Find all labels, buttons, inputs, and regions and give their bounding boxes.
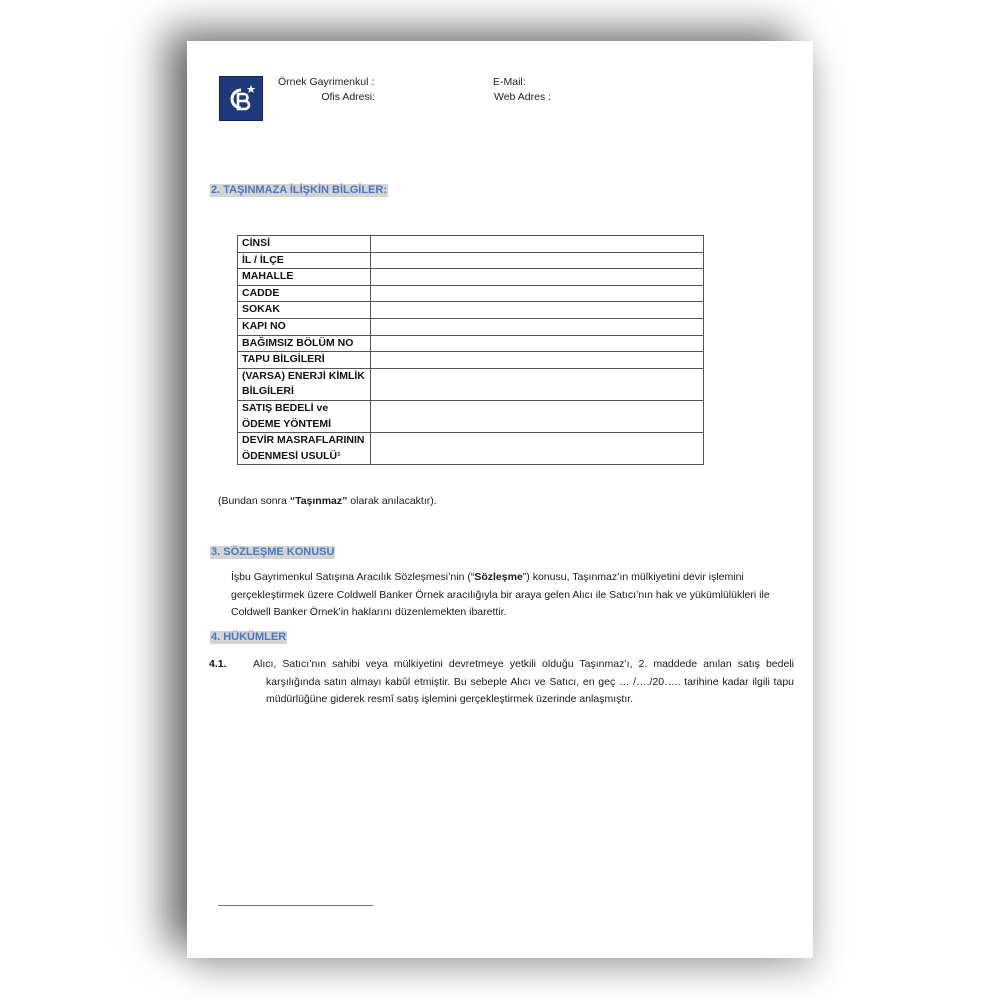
- office-address-label: Ofis Adresi:: [321, 91, 375, 103]
- property-info-table: [237, 235, 704, 465]
- table-row: [238, 236, 704, 253]
- row-label: TAPU BİLGİLERİ: [238, 352, 371, 369]
- row-value-field[interactable]: [370, 335, 703, 352]
- paragraph-text: ”) konusu, Taşınmaz’ın mülkiyetini devir işlemini gerçekleştirmek üzere Coldwell Banker Örnek aracılığıyla bir araya gelen Alıcı ile Satıcı’nın hak ve yükümlülükleri ile Coldwell Banker Örnek’in haklarını düzenlemekten ibarettir.: [231, 571, 770, 618]
- row-label: SOKAK: [238, 302, 371, 319]
- note-prefix: (Bundan sonra: [218, 495, 290, 507]
- table-row: [238, 269, 704, 286]
- row-label: CİNSİ: [238, 236, 371, 253]
- note-suffix: olarak anılacaktır).: [347, 495, 437, 507]
- row-label: CADDE: [238, 285, 371, 302]
- cb-logo-icon: [224, 82, 258, 116]
- table-row: [238, 400, 704, 432]
- section-3-paragraph: [231, 569, 786, 622]
- row-value-field[interactable]: [370, 400, 703, 432]
- paragraph-bold-term: Sözleşme: [474, 571, 523, 583]
- paragraph-text: İşbu Gayrimenkul Satışına Aracılık Sözleşmesi’nin (“: [231, 571, 475, 583]
- row-label: (VARSA) ENERJİ KİMLİK BİLGİLERİ: [238, 368, 371, 400]
- document-page: [187, 41, 813, 958]
- coldwell-banker-logo: [219, 76, 263, 121]
- row-label: KAPI NO: [238, 318, 371, 335]
- row-value-field[interactable]: [370, 269, 703, 286]
- property-definition-note: [218, 495, 437, 507]
- table-row: [238, 352, 704, 369]
- row-label: BAĞIMSIZ BÖLÜM NO: [238, 335, 371, 352]
- section-4-title: 4. HÜKÜMLER: [211, 631, 287, 643]
- table-row: [238, 433, 704, 465]
- footnote-separator: [218, 905, 373, 906]
- table-row: [238, 335, 704, 352]
- web-address-label: Web Adres :: [494, 91, 552, 103]
- note-bold-term: “Taşınmaz”: [289, 495, 348, 507]
- table-row: [238, 368, 704, 400]
- row-label: İL / İLÇE: [238, 252, 371, 269]
- row-label: SATIŞ BEDELİ ve ÖDEME YÖNTEMİ: [238, 400, 371, 432]
- row-value-field[interactable]: [370, 285, 703, 302]
- company-label: Örnek Gayrimenkul :: [278, 76, 375, 88]
- clause-4-1-text: Alıcı, Satıcı’nın sahibi veya mülkiyetini devretmeye yetkili olduğu Taşınmaz’ı, 2. maddede anılan satış bedeli karşılığında satın almayı kabûl etmiştir. Bu sebeple Alıcı ve Satıcı, en geç … /…./20….. tarihine kadar ilgili tapu müdürlüğüne giderek resmî satış işlemini gerçekleştirmek üzerinde anlaşmıştır.: [253, 658, 794, 705]
- table-row: [238, 285, 704, 302]
- clause-number: 4.1.: [209, 658, 227, 670]
- table-row: [238, 252, 704, 269]
- email-label: E-Mail:: [493, 76, 526, 88]
- row-value-field[interactable]: [370, 236, 703, 253]
- section-2-title: 2. TAŞINMAZA İLİŞKİN BİLGİLER:: [211, 184, 387, 196]
- row-value-field[interactable]: [370, 352, 703, 369]
- row-value-field[interactable]: [370, 318, 703, 335]
- table-row: [238, 318, 704, 335]
- table-row: [238, 302, 704, 319]
- row-label: DEVİR MASRAFLARININ ÖDENMESİ USULÜ¹: [238, 433, 371, 465]
- section-3-title: 3. SÖZLEŞME KONUSU: [211, 546, 335, 558]
- row-value-field[interactable]: [370, 302, 703, 319]
- row-value-field[interactable]: [370, 252, 703, 269]
- row-value-field[interactable]: [370, 368, 703, 400]
- row-value-field[interactable]: [370, 433, 703, 465]
- row-label: MAHALLE: [238, 269, 371, 286]
